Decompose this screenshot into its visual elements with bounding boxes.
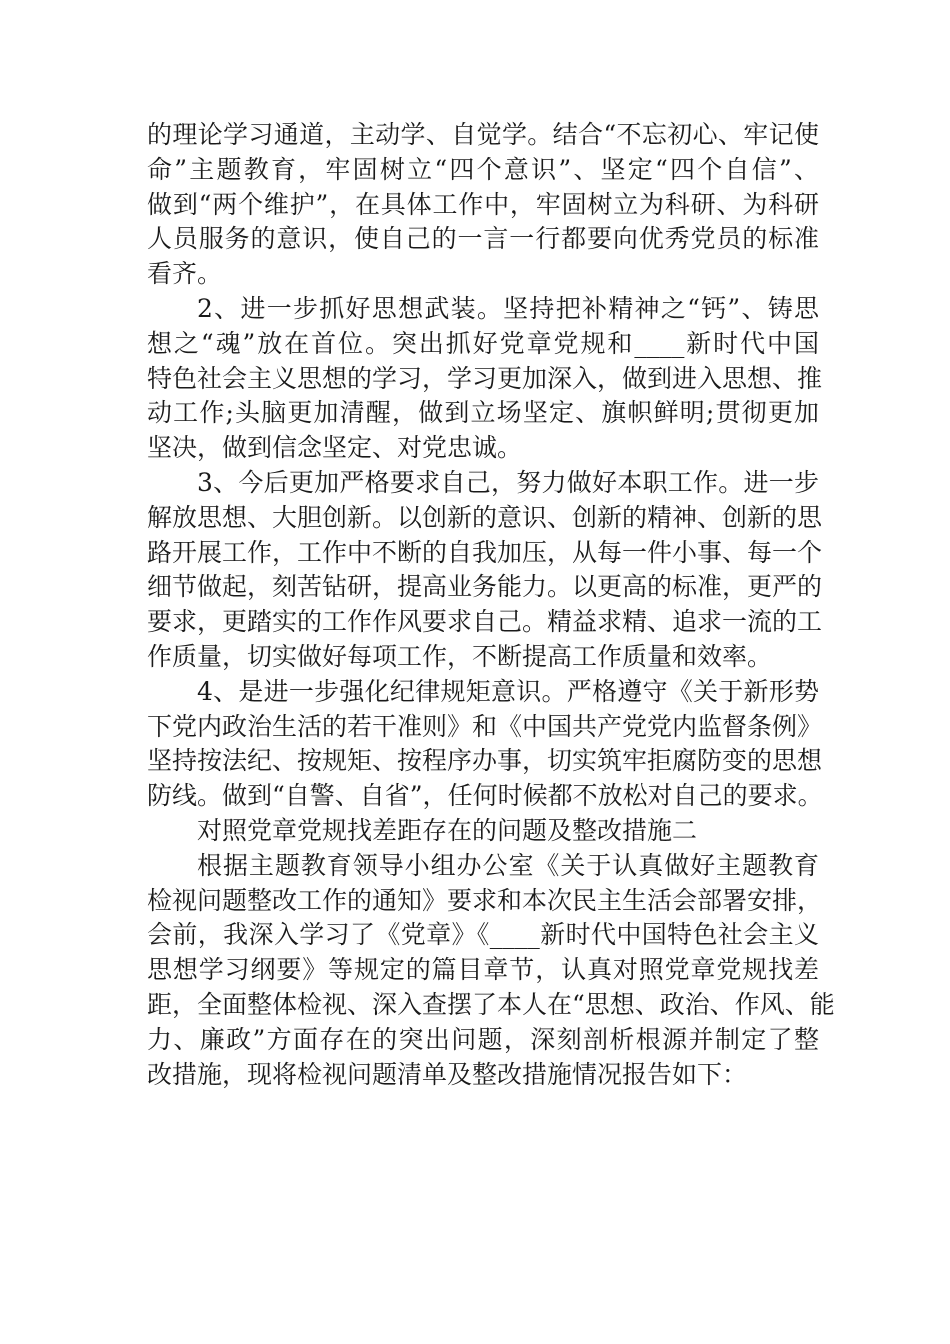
text-line: 命”主题教育，牢固树立“四个意识”、坚定“四个自信”、: [147, 154, 819, 184]
text-line: 的理论学习通道，主动学、自觉学。结合“不忘初心、牢记使: [147, 120, 819, 149]
text-line: 路开展工作，工作中不断的自我加压，从每一件小事、每一个: [147, 537, 823, 567]
text-line: 改措施，现将检视问题清单及整改措施情况报告如下：: [147, 1059, 748, 1089]
text-line: 2、进一步抓好思想武装。坚持把补精神之“钙”、铸思: [197, 293, 819, 323]
text-line: 会前，我深入学习了《党章》《____新时代中国特色社会主义: [147, 920, 819, 950]
text-line: 3、今后更加严格要求自己，努力做好本职工作。进一步: [197, 467, 819, 497]
document-body: [147, 118, 835, 1092]
text-line: 做到“两个维护”，在具体工作中，牢固树立为科研、为科研: [147, 189, 819, 219]
text-line: 力、廉政”方面存在的突出问题，深刻剖析根源并制定了整: [147, 1024, 819, 1054]
text-line: 想之“魂”放在首位。突出抓好党章党规和____新时代中国: [147, 328, 819, 358]
text-line: 动工作;头脑更加清醒，做到立场坚定、旗帜鲜明;贯彻更加: [147, 398, 819, 428]
text-line: 对照党章党规找差距存在的问题及整改措施二: [197, 815, 698, 845]
text-line: 看齐。: [147, 259, 223, 289]
text-line: 人员服务的意识，使自己的一言一行都要向优秀党员的标准: [147, 224, 819, 254]
text-line: 解放思想、大胆创新。以创新的意识、创新的精神、创新的思: [147, 502, 823, 532]
text-line: 坚持按法纪、按规矩、按程序办事，切实筑牢拒腐防变的思想: [147, 746, 823, 776]
text-line: 坚决，做到信念坚定、对党忠诚。: [147, 433, 523, 463]
text-line: 特色社会主义思想的学习，学习更加深入，做到进入思想、推: [147, 363, 823, 393]
text-line: 防线。做到“自警、自省”，任何时候都不放松对自己的要求。: [147, 781, 823, 811]
text-line: 作质量，切实做好每项工作，不断提高工作质量和效率。: [147, 641, 773, 671]
text-line: 下党内政治生活的若干准则》和《中国共产党党内监督条例》: [147, 711, 823, 741]
text-line: 根据主题教育领导小组办公室《关于认真做好主题教育: [197, 850, 819, 880]
text-line: 检视问题整改工作的通知》要求和本次民主生活会部署安排，: [147, 885, 823, 915]
text-line: 要求，更踏实的工作作风要求自己。精益求精、追求一流的工: [147, 607, 823, 637]
text-line: 4、是进一步强化纪律规矩意识。严格遵守《关于新形势: [197, 676, 819, 706]
text-line: 思想学习纲要》等规定的篇目章节，认真对照党章党规找差: [147, 955, 819, 985]
text-line: 距，全面整体检视、深入查摆了本人在“思想、政治、作风、能: [147, 989, 835, 1019]
text-line: 细节做起，刻苦钻研，提高业务能力。以更高的标准，更严的: [147, 572, 823, 602]
